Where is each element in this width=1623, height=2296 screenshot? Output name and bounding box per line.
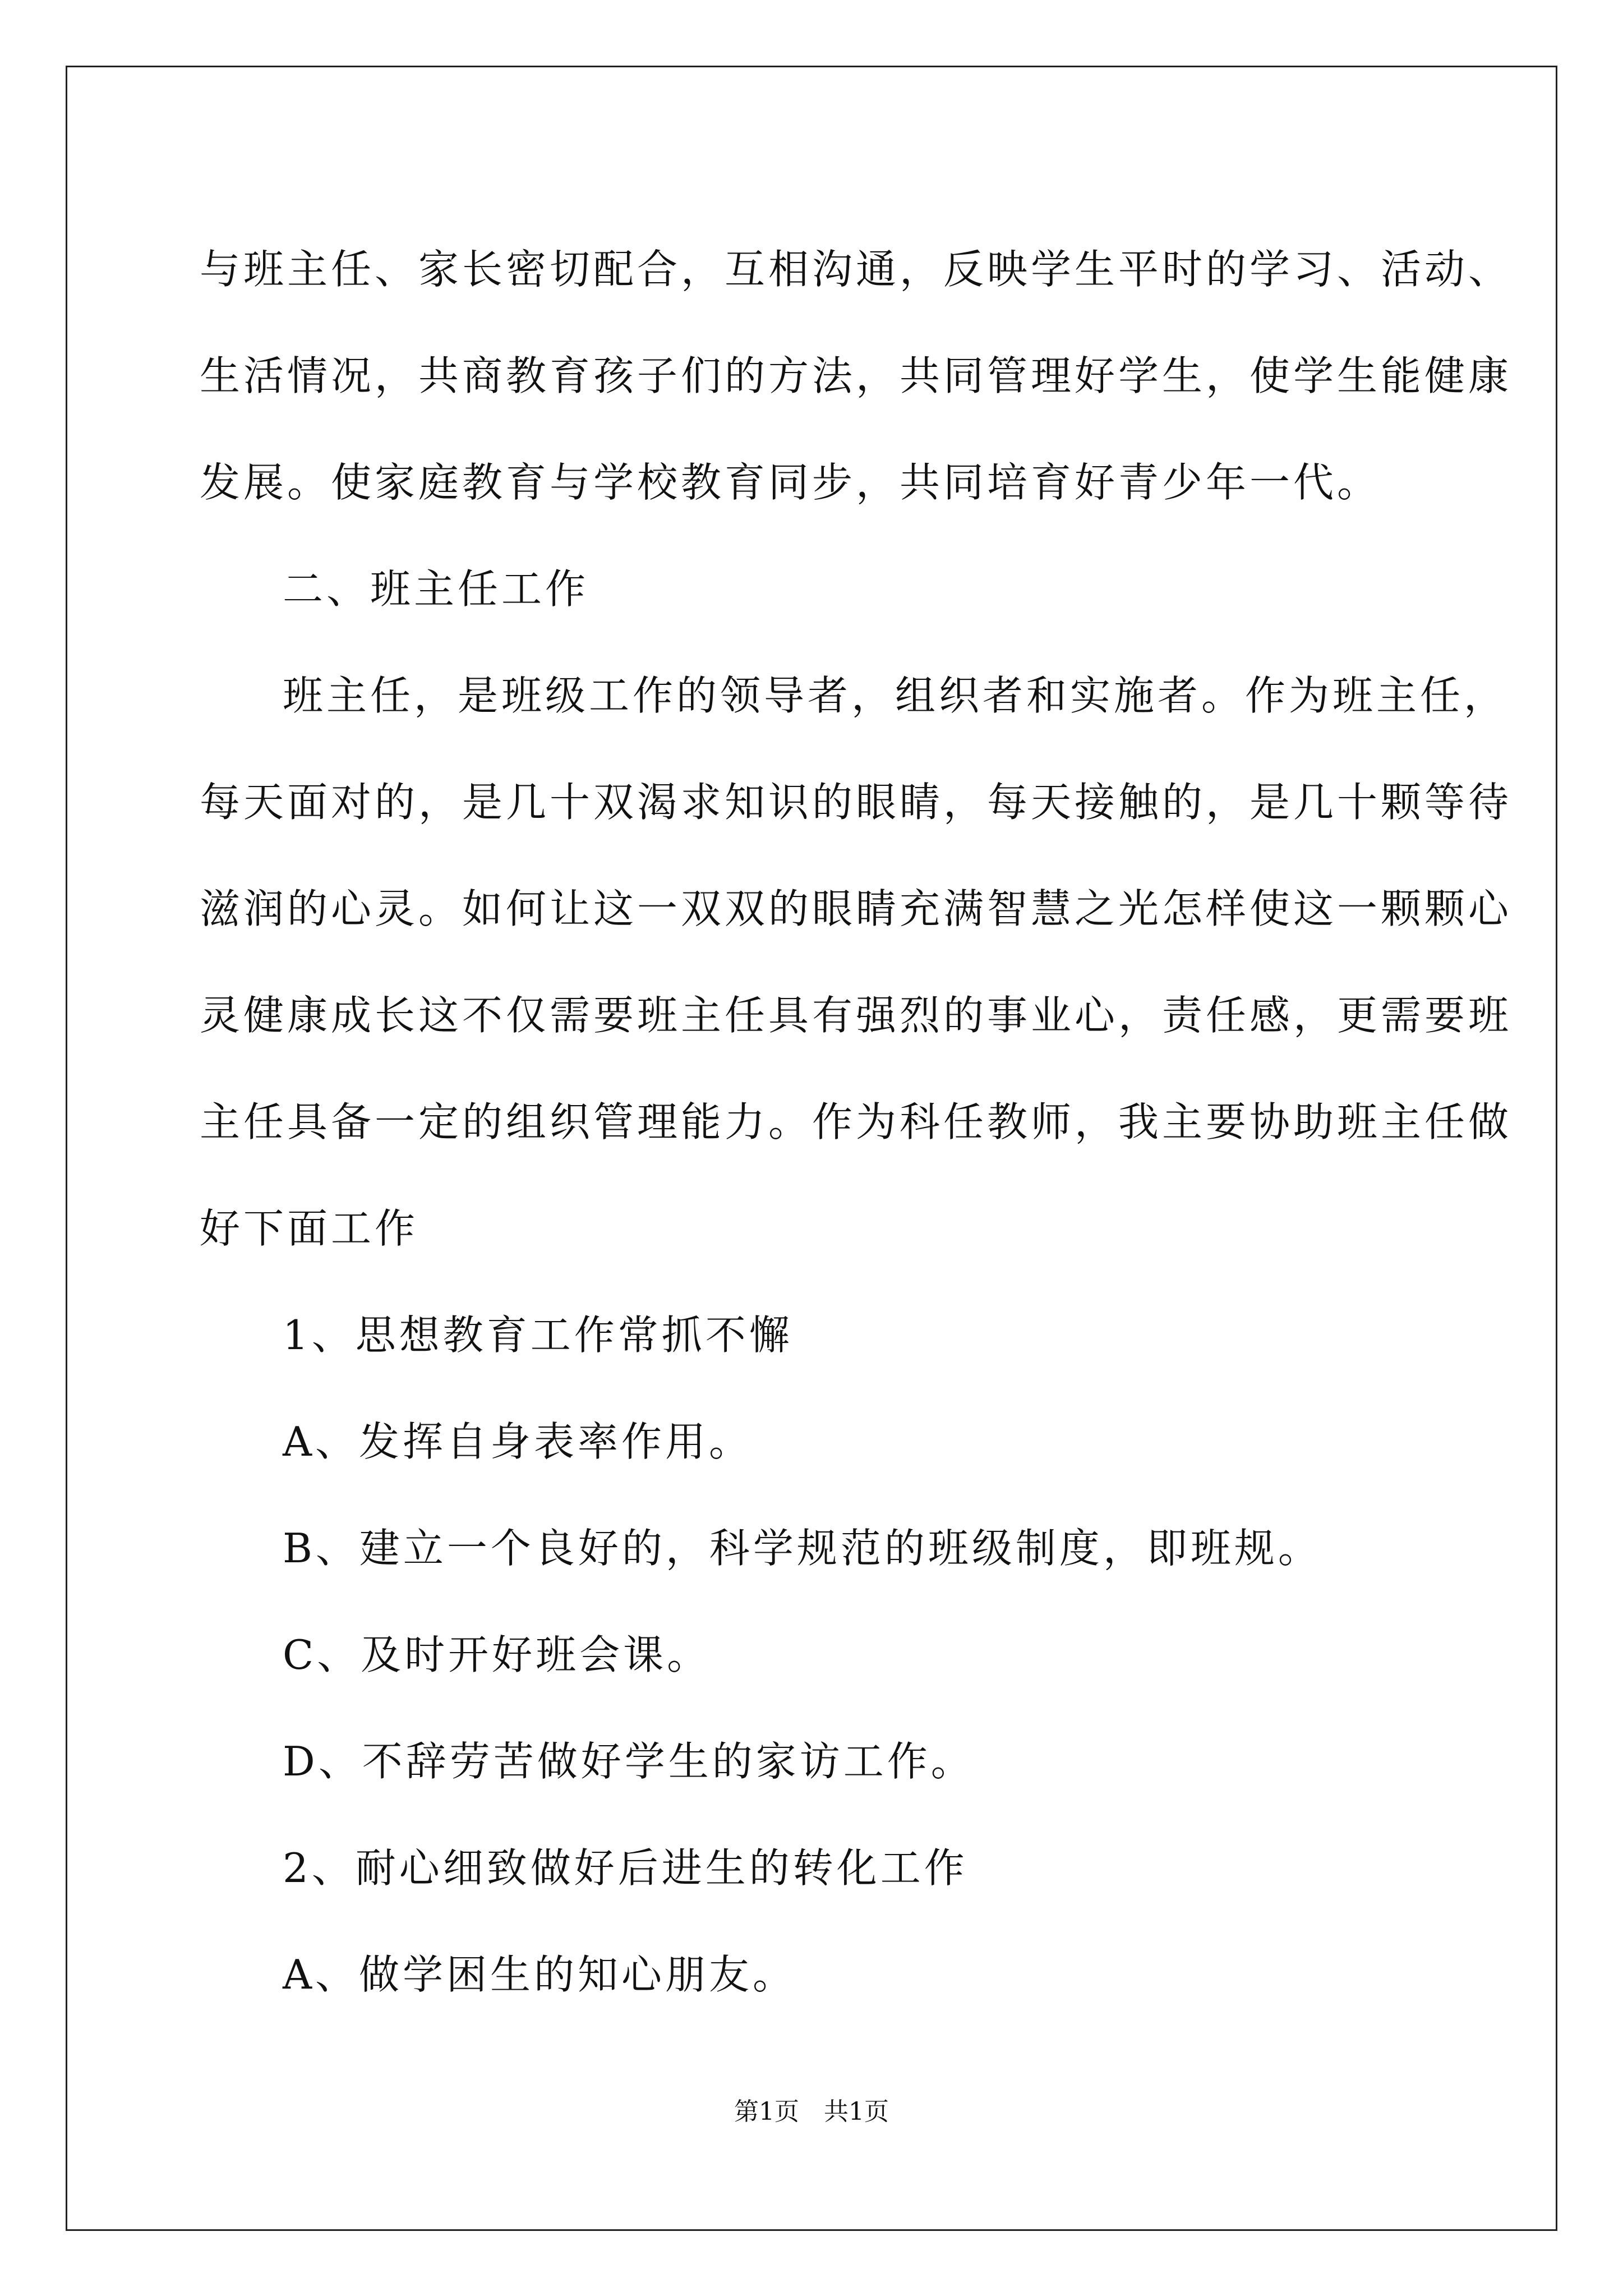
list-item: C、及时开好班会课。	[283, 1631, 711, 1678]
body-line: 与班主任、家长密切配合，互相沟通，反映学生平时的学习、活动、	[200, 246, 1513, 293]
page-number: 第1页	[734, 2097, 799, 2126]
body-line: 好下面工作	[200, 1205, 419, 1252]
body-line: 滋润的心灵。如何让这一双双的眼睛充满智慧之光怎样使这一颗颗心	[200, 885, 1513, 932]
list-item: A、做学困生的知心朋友。	[283, 1951, 796, 1998]
section-heading: 二、班主任工作	[283, 565, 589, 613]
list-heading: 1、思想教育工作常抓不懈	[283, 1312, 793, 1359]
body-line: 班主任，是班级工作的领导者，组织者和实施者。作为班主任，	[283, 672, 1508, 719]
list-item: B、建立一个良好的，科学规范的班级制度，即班规。	[283, 1525, 1322, 1572]
list-item: D、不辞劳苦做好学生的家访工作。	[283, 1738, 975, 1785]
body-line: 每天面对的，是几十双渴求知识的眼睛，每天接触的，是几十颗等待	[200, 779, 1513, 826]
page-footer	[0, 2091, 1623, 2127]
list-item: A、发挥自身表率作用。	[283, 1418, 753, 1465]
body-line: 灵健康成长这不仅需要班主任具有强烈的事业心，责任感，更需要班	[200, 992, 1513, 1039]
body-line: 发展。使家庭教育与学校教育同步，共同培育好青少年一代。	[200, 459, 1381, 506]
page-total: 共1页	[824, 2097, 889, 2126]
list-heading: 2、耐心细致做好后进生的转化工作	[283, 1844, 968, 1892]
body-line: 生活情况，共商教育孩子们的方法，共同管理好学生，使学生能健康	[200, 352, 1513, 399]
document-body	[200, 216, 1513, 2028]
body-line: 主任具备一定的组织管理能力。作为科任教师，我主要协助班主任做	[200, 1098, 1513, 1145]
